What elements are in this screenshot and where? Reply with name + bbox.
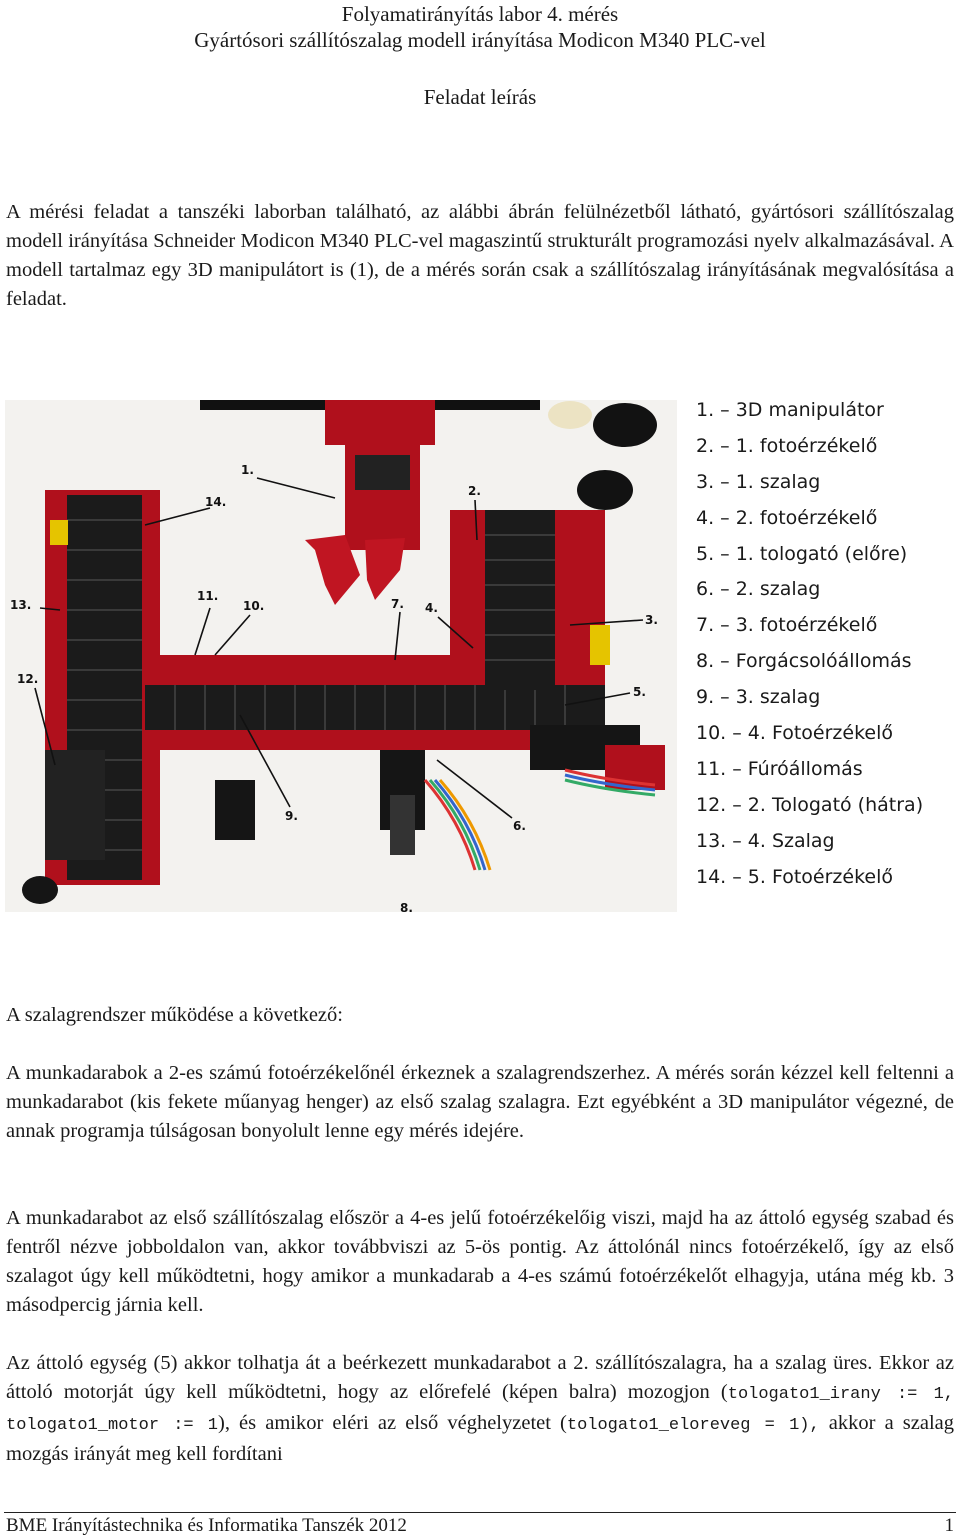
legend-item: 2. – 1. fotoérzékelő xyxy=(696,434,878,457)
figure-legend xyxy=(696,396,958,898)
intro-paragraph: A mérési feladat a tanszéki laborban található, az alábbi ábrán felülnézetből látható, gyártósori szállítószalag modell irányítása Schneider Modicon M340 PLC-vel magaszintű strukturált programozási nyelv alkalmazásával. A modell tartalmaz egy 3D manipulátort is (1), de a mérés során csak a szállítószalag irányításának megvalósítása a feladat. xyxy=(6,201,954,310)
fig-label-7: 7. xyxy=(391,597,404,611)
p4-code-2: tologato1_eloreveg = 1), xyxy=(566,1416,820,1435)
legend-item: 5. – 1. tologató (előre) xyxy=(696,542,908,565)
conveyor-model-illustration xyxy=(5,400,677,912)
fig-label-2: 2. xyxy=(468,484,481,498)
p4-text-a: Az áttoló egység (5) akkor tolhatja át a beérkezett munkadarabot a 2. szállítószalagra, ha a szalag üres. Ekkor az áttoló motorját úgy kell működtetni, hogy az előrefelé (képen balra) mozogjon ( xyxy=(6,1352,954,1403)
footer-institution: BME Irányítástechnika és Informatika Tanszék 2012 xyxy=(6,1515,407,1536)
fig-label-3: 3. xyxy=(645,613,658,627)
legend-item: 10. – 4. Fotoérzékelő xyxy=(696,722,893,745)
doc-title-line1: Folyamatirányítás labor 4. mérés xyxy=(341,2,619,26)
fig-label-14: 14. xyxy=(205,495,227,509)
fig-label-5: 5. xyxy=(633,685,646,699)
body-paragraph-1: A szalagrendszer működése a következő: xyxy=(6,1004,343,1026)
legend-item: 11. – Fúróállomás xyxy=(696,757,863,780)
fig-label-12: 12. xyxy=(17,672,39,686)
body-paragraph-4 xyxy=(6,1349,954,1469)
legend-item: 13. – 4. Szalag xyxy=(696,829,835,852)
conveyor-model-photo xyxy=(5,400,677,912)
page-number: 1 xyxy=(944,1515,954,1536)
p4-text-b: ), és amikor eléri az első véghelyzetet ( xyxy=(218,1412,567,1434)
legend-item: 14. – 5. Fotoérzékelő xyxy=(696,865,893,888)
fig-label-8: 8. xyxy=(400,901,413,912)
p4-text-c: akkor a szalag mozgás irányát meg kell fordítani xyxy=(6,1412,954,1465)
legend-item: 9. – 3. szalag xyxy=(696,686,821,709)
fig-label-11: 11. xyxy=(197,589,219,603)
fig-label-6: 6. xyxy=(513,819,526,833)
fig-label-1: 1. xyxy=(241,463,254,477)
body-paragraph-3: A munkadarabot az első szállítószalag először a 4-es jelű fotoérzékelőig viszi, majd ha az áttoló egység szabad és fentről nézve jobboldalon van, akkor továbbviszi az 5-ös pontig. Az áttolónál nincs fotoérzékelő, így az első szalagot úgy kell működtetni, hogy amikor a munkadarab a 4-es számú fotoérzékelőt elhagyja, utána még kb. 3 másodpercig járnia kell. xyxy=(6,1207,954,1316)
fig-label-9: 9. xyxy=(285,809,298,823)
legend-item: 3. – 1. szalag xyxy=(696,470,821,493)
legend-item: 6. – 2. szalag xyxy=(696,578,821,601)
fig-label-13: 13. xyxy=(10,598,32,612)
legend-item: 4. – 2. fotoérzékelő xyxy=(696,506,878,529)
legend-item: 1. – 3D manipulátor xyxy=(696,399,884,421)
doc-subtitle: Feladat leírás xyxy=(423,85,537,109)
fig-label-4: 4. xyxy=(425,601,438,615)
legend-item: 7. – 3. fotoérzékelő xyxy=(696,614,878,637)
fig-label-10: 10. xyxy=(243,599,265,613)
p4-code-1: tologato1_irany := 1, tologato1_motor := 1 xyxy=(6,1385,954,1435)
doc-title-line2: Gyártósori szállítószalag modell irányítása Modicon M340 PLC-vel xyxy=(194,28,766,52)
legend-item: 12. – 2. Tologató (hátra) xyxy=(696,793,924,816)
body-paragraph-2: A munkadarabok a 2-es számú fotoérzékelőnél érkeznek a szalagrendszerhez. A mérés során kézzel kell feltenni a munkadarabot (kis fekete műanyag henger) az első szalag szalagra. Ezt egyébként a 3D manipulátor végezné, de annak programja túlságosan bonyolult lenne egy mérés idejére. xyxy=(6,1062,954,1142)
footer-divider xyxy=(4,1512,956,1513)
legend-item: 8. – Forgácsolóállomás xyxy=(696,650,912,673)
